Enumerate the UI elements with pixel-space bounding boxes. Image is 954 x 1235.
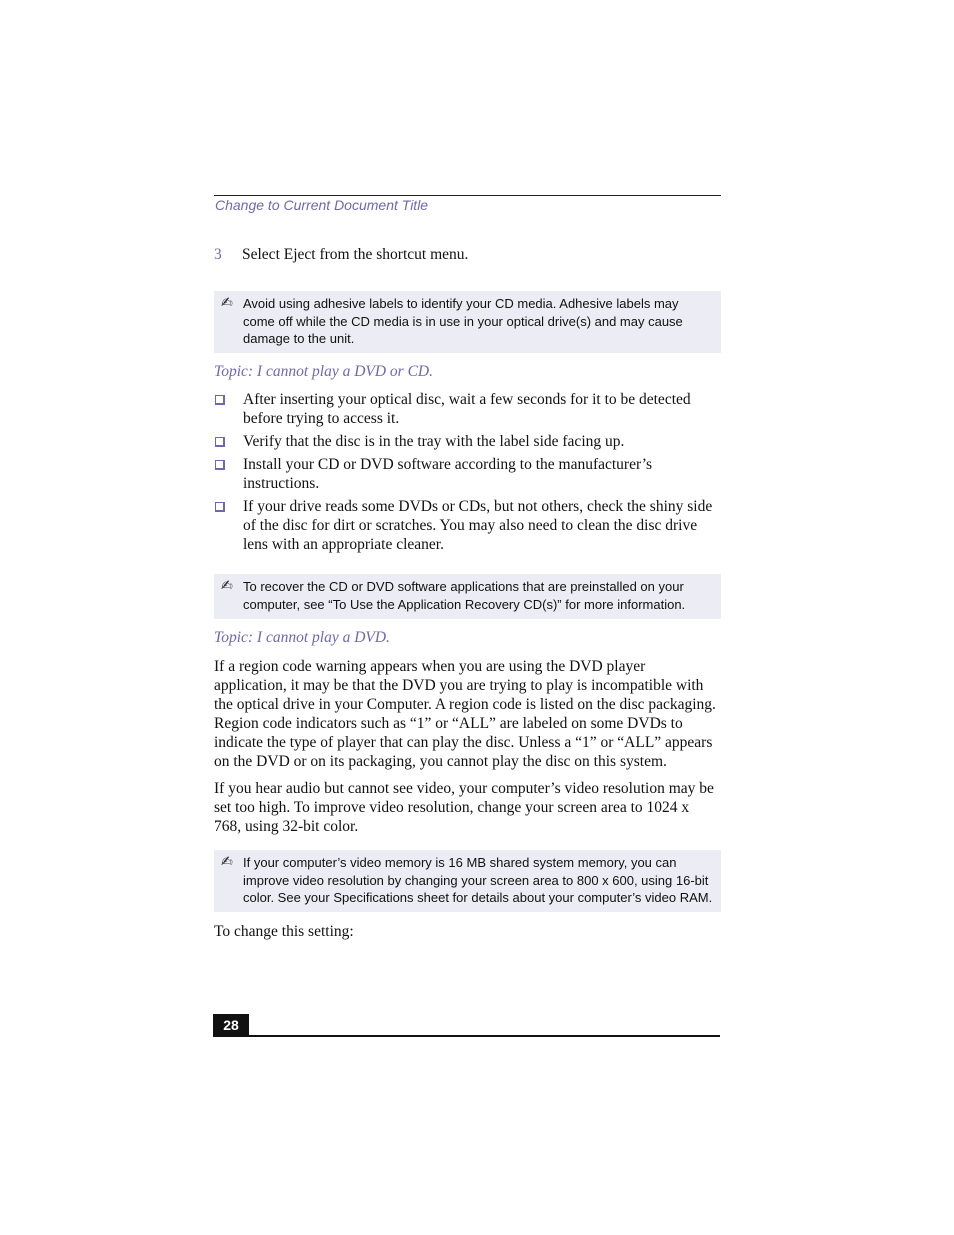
note-box [214,574,721,619]
checkbox-bullet-icon [215,460,225,470]
checkbox-bullet-icon [215,395,225,405]
note-text: Avoid using adhesive labels to identify your CD media. Adhesive labels may come off while the CD media is in use in your optical drive(s) and may cause damage to the unit. [243,296,683,346]
list-item [214,390,714,428]
body-paragraph: If you hear audio but cannot see video, your computer’s video resolution may be set too high. To improve video resolution, change your screen area to 1024 x 768, using 32-bit color. [214,780,714,835]
note-box [214,850,721,912]
pencil-note-icon: ✍ [221,853,233,869]
step-number: 3 [214,246,222,263]
page-number: 28 [213,1014,249,1036]
list-item-text: If your drive reads some DVDs or CDs, but not others, check the shiny side of the disc for dirt or scratches. You may also need to clean the disc drive lens with an appropriate cleaner. [243,498,713,553]
pencil-note-icon: ✍ [221,294,233,310]
body-paragraph: To change this setting: [214,923,354,940]
footer-rule [213,1035,720,1037]
step-text: Select Eject from the shortcut menu. [242,246,469,263]
document-title: Change to Current Document Title [215,197,429,213]
topic-heading: Topic: I cannot play a DVD or CD. [214,363,433,380]
checkbox-bullet-icon [215,437,225,447]
list-item-text: Install your CD or DVD software according to the manufacturer’s instructions. [243,456,653,492]
list-item [214,432,714,451]
body-paragraph: If a region code warning appears when you are using the DVD player application, it may be that the DVD you are trying to play is incompatible with the optical drive in your Computer. A region code is listed on the disc packaging. Region code indicators such as “1” or “ALL” are labeled on some DVDs to indicate the type of player that can play the disc. Unless a “1” or “ALL” appears on the DVD or on its packaging, you cannot play the disc on this system. [214,658,716,770]
bullet-list [214,390,714,558]
list-item-text: After inserting your optical disc, wait a few seconds for it to be detected before trying to access it. [243,391,691,427]
topic-heading: Topic: I cannot play a DVD. [214,629,390,646]
note-text: To recover the CD or DVD software applications that are preinstalled on your computer, see “To Use the Application Recovery CD(s)” for more information. [243,579,686,612]
list-item [214,497,714,554]
step-item [214,246,468,264]
pencil-note-icon: ✍ [221,577,233,593]
list-item [214,455,714,493]
note-text: If your computer’s video memory is 16 MB shared system memory, you can improve video resolution by changing your screen area to 800 x 600, using 16-bit color. See your Specifications sheet for details about your computer’s video RAM. [243,855,713,905]
header-rule [214,195,721,196]
checkbox-bullet-icon [215,502,225,512]
note-box [214,291,721,353]
list-item-text: Verify that the disc is in the tray with the label side facing up. [243,433,625,450]
